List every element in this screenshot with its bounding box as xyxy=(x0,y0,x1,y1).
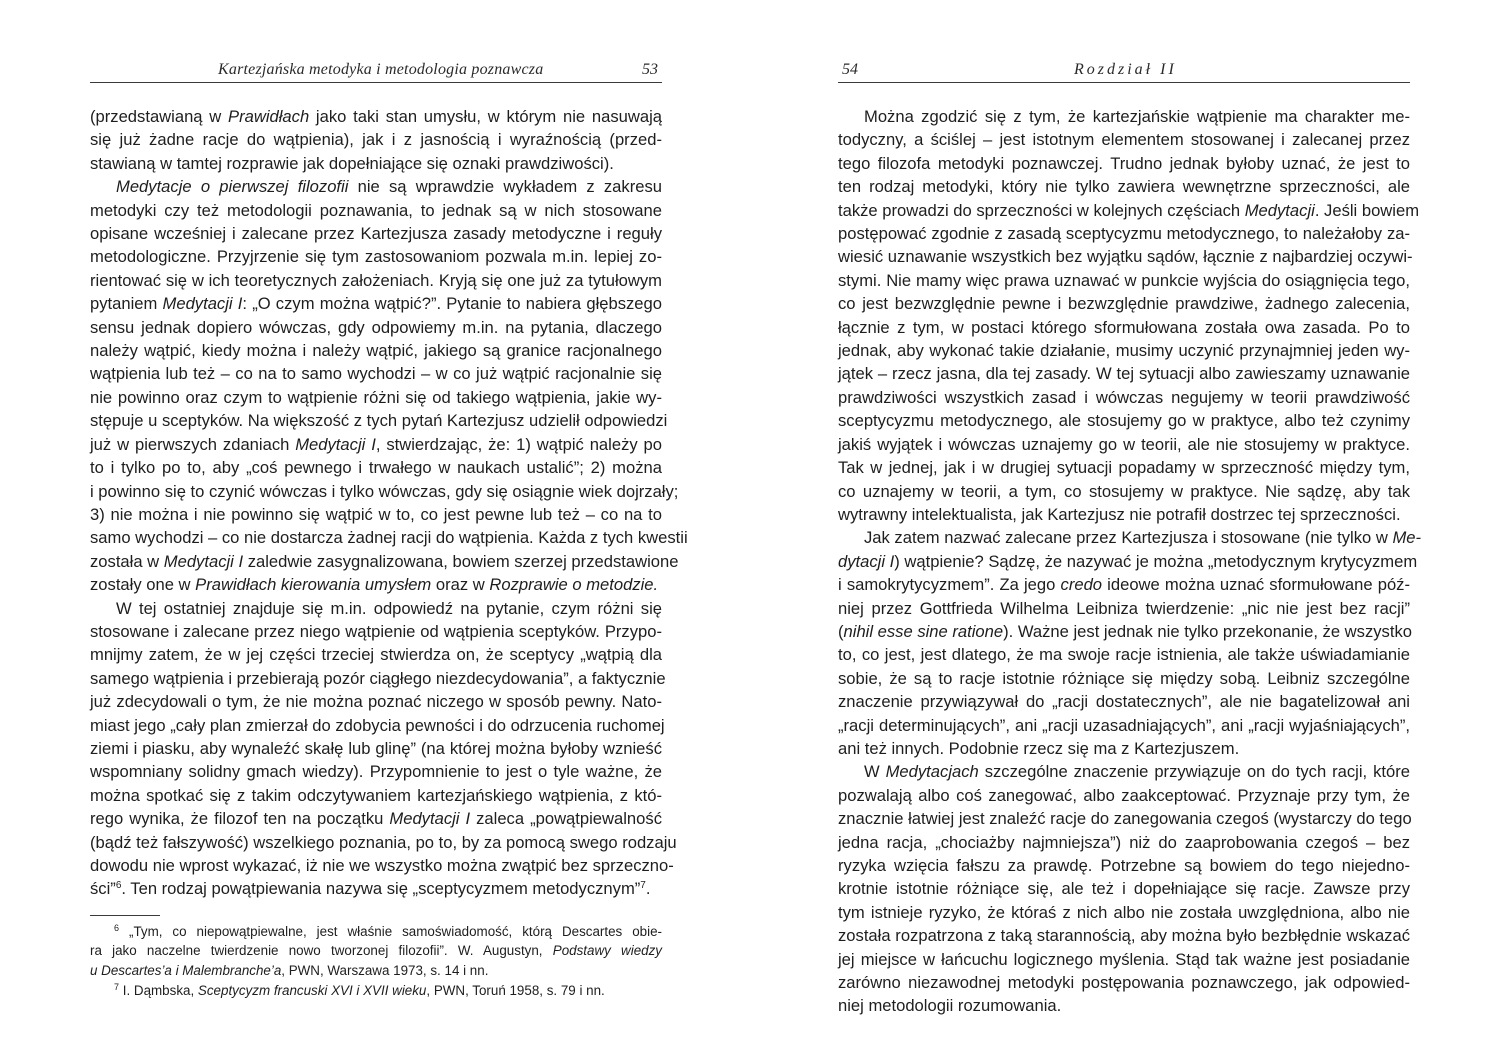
text-line: i powinno się to czynić wówczas i tylko wówczas, gdy się osiągnie wiek dojrzały; xyxy=(90,481,679,501)
text-line: (bądź też fałszywość) wszelkiego poznania, po to, by za pomocą swego rodzaju xyxy=(90,832,677,852)
text-line: już zdecydowali o tym, że nie można poznać niczego w sposób pewny. Nato- xyxy=(90,692,662,712)
footnote-line xyxy=(90,981,662,1001)
text-line: jednak, aby wykonać takie działanie, musimy uczynić przynajmniej jeden wy- xyxy=(838,341,1410,361)
text-line: sensu jednak dopiero wówczas, gdy odpowiemy m.in. na pytania, dlaczego xyxy=(90,317,662,337)
text-line: pozwalają albo coś zanegować, albo zaakceptować. Przyznaje przy tym, że xyxy=(838,785,1410,805)
text-line: znaczenie przywiązywał do „racji dostatecznych”, ale nie bagatelizował ani xyxy=(838,692,1410,712)
text-line: została rozpatrzona z taką starannością, aby można było bezbłędnie wskazać xyxy=(838,926,1410,946)
text-line: stępuje u sceptyków. Na większość z tych pytań Kartezjusz udzielił odpowiedzi xyxy=(90,411,668,431)
footnote-line: ra jako naczelne twierdzenie nowo tworzonej filozofii”. W. Augustyn, Podstawy wiedzy xyxy=(90,943,662,959)
text-line: i samokrytycyzmem”. Za jego credo ideowe można uznać sformułowane póź- xyxy=(838,575,1410,595)
text-line: Można zgodzić się z tym, że kartezjańskie wątpienie ma charakter me- xyxy=(864,107,1410,126)
italic-text: u Descartes’a i Malembranche’a xyxy=(90,963,282,978)
running-head xyxy=(90,58,662,83)
text-line: należy wątpić, kiedy można i należy wątpić, jakiego są granice racjonalnego xyxy=(90,341,662,361)
text-line: co jest bezwzględnie pewne i bezwzględnie prawdziwe, żadnego zalecenia, xyxy=(838,294,1410,314)
running-head-title: Rozdział II xyxy=(1074,61,1177,78)
text-line: Medytacje o pierwszej filozofii nie są wprawdzie wykładem z zakresu xyxy=(116,177,662,197)
text-line: prawdziwości wszystkich zasad i wówczas negujemy w teorii prawdziwość xyxy=(838,387,1410,407)
text-line: ani też innych. Podobnie rzecz się ma z Kartezjuszem. xyxy=(838,738,1240,758)
page-number: 53 xyxy=(642,61,658,78)
body-text xyxy=(90,105,688,901)
footnote-line: u Descartes’a i Malembranche’a, PWN, Warszawa 1973, s. 14 i nn. xyxy=(90,963,489,978)
text-line: pytaniem Medytacji I: „O czym można wątpić?”. Pytanie to nabiera głębszego xyxy=(90,294,662,314)
text-line: Jak zatem nazwać zalecane przez Kartezjusza i stosowane (nie tylko w Me- xyxy=(864,528,1422,548)
text-line: sobie, że są to racje istotnie różniące się między sobą. Leibniz szczególne xyxy=(838,668,1410,688)
text-line: mnijmy zatem, że w jej części trzeciej stwierdza on, że sceptycy „wątpią dla xyxy=(90,645,662,665)
footnotes xyxy=(90,922,662,1000)
italic-text: Medytacje o pierwszej filozofii xyxy=(116,177,349,197)
text-line: łącznie z tym, w postaci którego sformułowana została owa zasada. Po to xyxy=(838,317,1410,337)
text-line: jakiś wyjątek i wówczas uznajemy go w teorii, ale nie stosujemy w praktyce. xyxy=(838,434,1410,454)
footnote-text: „Tym, co niepowątpiewalne, jest właśnie samoświadomość, którą Descartes obie- xyxy=(128,923,662,939)
text-line: opisane wcześniej i zalecane przez Kartezjusza zasady metodyczne i reguły xyxy=(90,224,662,244)
italic-text: Prawidłach xyxy=(228,107,310,126)
italic-text: Rozprawie o metodzie. xyxy=(489,575,659,595)
running-head xyxy=(838,58,1410,83)
text-line: zostały one w Prawidłach kierowania umysłem oraz w Rozprawie o metodzie. xyxy=(90,575,659,595)
italic-text: Sceptycyzm francuski XVI i XVII wieku xyxy=(197,982,427,998)
text-line: Tak w jednej, jak i w drugiej sytuacji popadamy w sprzeczność między tym, xyxy=(838,458,1410,478)
italic-text: dytacji I xyxy=(838,551,895,571)
footnote-mark: 6 xyxy=(114,922,120,933)
text-line: stawianą w tamtej rozprawie jak dopełniające się oznaki prawdziwości). xyxy=(90,153,614,173)
italic-text: Medytacji I xyxy=(162,294,243,314)
text-line: „racji determinujących”, ani „racji uzasadniających”, ani „racji wyjaśniających”, xyxy=(838,715,1410,735)
text-line: już w pierwszych zdaniach Medytacji I, stwierdzając, że: 1) wątpić należy po xyxy=(90,434,663,454)
text-line: todyczny, a ściślej – jest istotnym elementem stosowanej i zalecanej przez xyxy=(838,130,1410,150)
page-number: 54 xyxy=(842,61,858,78)
footnote-line xyxy=(90,922,662,942)
text-line: jedna racja, „chociażby najmniejsza”) niż do zaaprobowania czegoś – bez xyxy=(838,832,1410,852)
text-line: samego wątpienia i przebierają pozór ciągłego niezdecydowania”, a faktycznie xyxy=(90,668,666,688)
text-line: znacznie łatwiej jest znaleźć racje do zanegowania czegoś (wystarczy do tego xyxy=(838,809,1412,829)
italic-text: Me- xyxy=(1392,528,1422,548)
text-line: także prowadzi do sprzeczności w kolejnych częściach Medytacji. Jeśli bowiem xyxy=(838,200,1420,220)
italic-text: Prawidłach kierowania umysłem xyxy=(195,575,432,595)
text-line: wytrawny intelektualista, jak Kartezjusz nie potrafił dostrzec tej sprzeczności. xyxy=(838,504,1401,524)
text-line: tym istnieje ryzyko, że któraś z nich albo nie została uwzględniona, albo nie xyxy=(838,902,1410,922)
text-line: można spotkać się z takim odczytywaniem kartezjańskiego wątpienia, z któ- xyxy=(90,785,662,805)
text-line: zarówno niezawodnej metodyki postępowania poznawczego, jak odpowied- xyxy=(838,973,1410,993)
text-line: (nihil esse sine ratione). Ważne jest jednak nie tylko przekonanie, że wszystko xyxy=(838,621,1412,641)
text-line: jątek – rzecz jasna, dla tej zasady. W tej sytuacji albo zawieszamy uznawanie xyxy=(838,364,1410,384)
running-head-title: Kartezjańska metodyka i metodologia poznawcza xyxy=(218,61,544,78)
text-line: samo wychodzi – co nie dostarcza żadnej racji do wątpienia. Każda z tych kwestii xyxy=(90,528,688,548)
text-line: wątpienia lub też – co na to samo wychodzi – w co już wątpić racjonalnie się xyxy=(90,364,662,384)
italic-text: credo xyxy=(1060,575,1103,595)
italic-text: Medytacji xyxy=(1244,200,1315,220)
text-line: została w Medytacji I zaledwie zasygnalizowana, bowiem szerzej przedstawione xyxy=(90,551,679,571)
text-line: tego filozofa metodyki poznawczej. Trudno jednak byłoby uznać, że jest to xyxy=(838,153,1410,173)
text-line: postępować zgodnie z zasadą sceptycyzmu metodycznego, to należałoby za- xyxy=(838,224,1410,244)
footnote-ref: 7 xyxy=(640,880,646,892)
text-line: ten rodzaj metodyki, który nie tylko zawiera wewnętrzne sprzeczności, ale xyxy=(838,177,1410,197)
footnote-ref: 6 xyxy=(115,880,122,892)
text-line: nie powinno oraz czym to wątpienie różni się od takiego wątpienia, jakie wy- xyxy=(90,387,662,407)
footnote-mark: 7 xyxy=(114,981,120,992)
text-line: W Medytacjach szczególne znaczenie przywiązuje on do tych racji, które xyxy=(864,762,1410,782)
italic-text: nihil esse sine ratione xyxy=(843,621,1004,641)
text-line: jej miejsce w łańcuchu logicznego myślenia. Stąd tak ważne jest posiadanie xyxy=(838,949,1410,969)
italic-text: Medytacji I xyxy=(389,809,471,829)
text-line: to, co jest, jest dlatego, że ma swoje racje istnienia, ale także uświadamianie xyxy=(838,645,1410,665)
text-line: rego wynika, że filozof ten na początku Medytacji I zaleca „powątpiewalność xyxy=(90,809,662,829)
body-text xyxy=(838,105,1422,1018)
text-line: niej metodologii rozumowania. xyxy=(838,996,1062,1016)
text-line: dowodu nie wprost wykazać, iż nie we wszystko można zwątpić bez sprzeczno- xyxy=(90,856,674,875)
text-line: ziemi i piasku, aby wynaleźć skałę lub glinę” (na której można byłoby wznieść xyxy=(90,738,662,758)
text-line: niej przez Gottfrieda Wilhelma Leibniza twierdzenie: „nic nie jest bez racji” xyxy=(838,598,1410,618)
text-line: (przedstawianą w Prawidłach jako taki stan umysłu, w którym nie nasuwają xyxy=(90,107,662,126)
text-line: metodyki czy też metodologii poznawania, to jednak są w nich stosowane xyxy=(90,200,662,220)
text-line: stosowane i zalecane przez niego wątpienie od wątpienia sceptyków. Przypo- xyxy=(90,621,662,641)
text-line: W tej ostatniej znajduje się m.in. odpowiedź na pytanie, czym różni się xyxy=(116,598,662,618)
text-line: to i tylko po to, aby „coś pewnego i trwałego w naukach ustalić”; 2) można xyxy=(90,458,662,478)
text-line: sceptycyzmu metodycznego, ale stosujemy go w praktyce, albo też czynimy xyxy=(838,411,1410,431)
italic-text: Medytacji I xyxy=(163,551,244,571)
footnote-rule xyxy=(90,915,160,916)
text-line: ści”$^6$. Ten rodzaj powątpiewania nazywa się „sceptycyzmem metodycznym”$^7$. xyxy=(90,879,651,899)
text-line: krotnie istotnie różniące się, ale też i dopełniające się racje. Zawsze przy xyxy=(838,879,1410,899)
text-line: metodologiczne. Przyjrzenie się tym zastosowaniom pozwala m.in. lepiej zo- xyxy=(90,247,662,267)
right-page xyxy=(838,58,1422,1018)
text-line: wspomniany solidny gmach wiedzy). Przypomnienie to jest o tyle ważne, że xyxy=(90,762,662,782)
footnote-text: I. Dąmbska, Sceptycyzm francuski XVI i XVII wieku, PWN, Toruń 1958, s. 79 i nn. xyxy=(122,982,605,998)
italic-text: Medytacjach xyxy=(885,762,979,782)
text-line: wiesić uznawanie wszystkich bez wyjątku sądów, łącznie z najbardziej oczywi- xyxy=(838,247,1413,267)
text-line: miast jego „cały plan zmierzał do zdobycia pewności i do odrzucenia ruchomej xyxy=(90,715,665,735)
text-line: dytacji I) wątpienie? Sądzę, że nazywać je można „metodycznym krytycyzmem xyxy=(838,551,1418,571)
left-page xyxy=(90,58,688,1000)
italic-text: Medytacji I xyxy=(295,434,376,454)
text-line: stymi. Nie mamy więc prawa uznawać w punkcie wyjścia do osiągnięcia tego, xyxy=(838,270,1410,290)
text-line: rientować się w ich teoretycznych założeniach. Kryją się one już za tytułowym xyxy=(90,270,662,290)
text-line: 3) nie można i nie powinno się wątpić w to, co jest pewne lub też – co na to xyxy=(90,504,662,524)
text-line: ryzyka wzięcia fałszu za prawdę. Potrzebne są bowiem do tego niejedno- xyxy=(838,856,1410,875)
text-line: się już żadne racje do wątpienia), jak i z jasnością i wyraźnością (przed- xyxy=(90,130,662,150)
italic-text: Podstawy wiedzy xyxy=(552,943,662,959)
text-line: co uznajemy w teorii, a tym, co stosujemy w praktyce. Nie sądzę, aby tak xyxy=(838,481,1410,501)
